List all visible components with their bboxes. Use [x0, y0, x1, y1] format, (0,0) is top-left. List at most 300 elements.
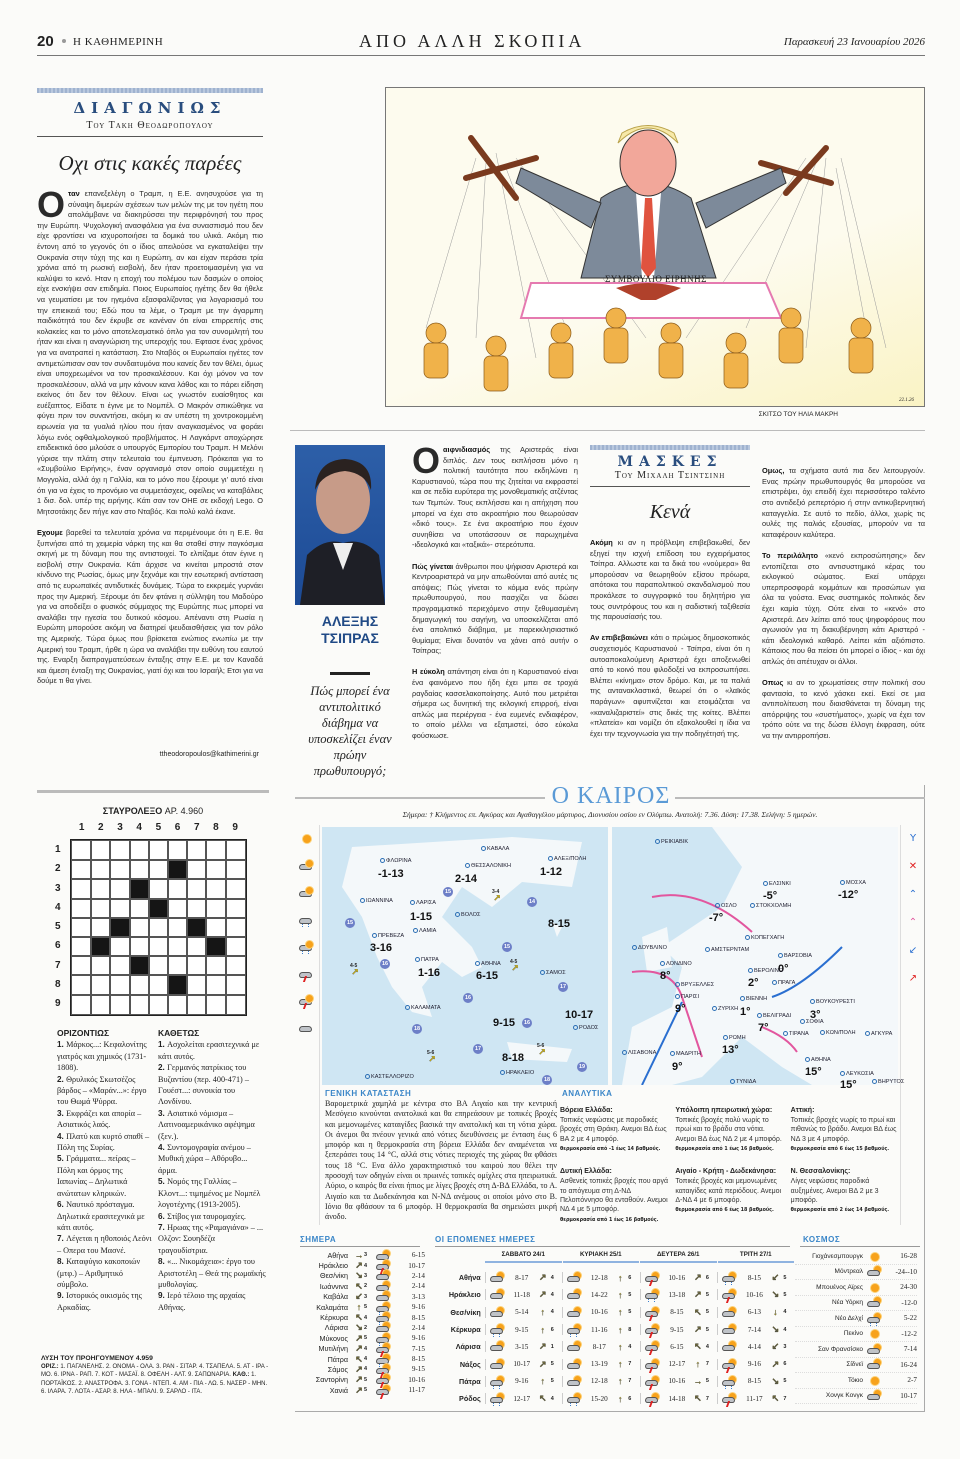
- world-row: [795, 1389, 917, 1405]
- rain-icon: [493, 1386, 500, 1389]
- city-temperature: -7°: [709, 912, 724, 924]
- sea-temperature: 17: [474, 1046, 482, 1052]
- sea-temperature: 15: [346, 920, 354, 926]
- column-title: ΔΙΑΓΩΝΙΩΣ: [73, 99, 227, 117]
- day-cell: [717, 1307, 794, 1318]
- cartoon-signature: 22.1.26: [899, 398, 914, 403]
- temperature: 2-14: [411, 1282, 425, 1291]
- wind-arrow-icon: ↗: [355, 1364, 363, 1374]
- crossword: [37, 800, 269, 1410]
- weather-icon-sunny: [867, 1251, 883, 1262]
- day-cell: [562, 1359, 639, 1370]
- next-days-row: [435, 1269, 795, 1286]
- city-label: ΒΙΕΝΝΗ: [740, 996, 767, 1002]
- grid-cell[interactable]: [149, 879, 168, 898]
- grid-cell[interactable]: [91, 995, 110, 1014]
- city-name: Αθήνα: [458, 1273, 481, 1283]
- world-row: [795, 1327, 917, 1343]
- grid-cell[interactable]: [72, 975, 91, 994]
- solution-label: ΚΑΘ.:: [232, 1372, 250, 1379]
- legend-strip-left: [295, 825, 320, 1225]
- weather-icon-storm: [722, 1359, 738, 1370]
- grid-cell[interactable]: [226, 995, 245, 1014]
- city-label: ΡΟΔΟΣ: [573, 1025, 598, 1031]
- sea-temperature: 16: [523, 1020, 531, 1026]
- grid-cell[interactable]: [226, 918, 245, 937]
- temperature: 2-7: [907, 1376, 917, 1385]
- column-numbers: [72, 822, 245, 833]
- city-label: ΣΤΟΚΧΟΛΜΗ: [750, 903, 791, 909]
- grid-cell[interactable]: [72, 918, 91, 937]
- temperature: 5-22: [903, 1314, 917, 1323]
- grid-cell[interactable]: [187, 937, 206, 956]
- clue-text: Λέγεται η ηθοποιός Λεόνι – Οπερα του Μασνέ.: [57, 1234, 152, 1255]
- lead-word: Το περιλάλητο: [762, 550, 818, 560]
- paragraph: επανεξελέγη ο Τραμπ, η Ε.Ε. ανησυχούσε για τη σύναψη διμερών σχέσεων των μελών της με τον ηγέτη που απολάμβανε να διακηρύσσει την περιφρόνησή του προς την Ευρώπη. Ψυχολογική ανασφάλεια για ένα συνασπισμό που δεν είχε φροντίσει να ισχυροποιήσει τα δομικά του υλικά. Ακόμη πιο έντονη από το γεγονός ότι ο ίδιος απειλούσε να εγκαταλείψει την Ουκρανία στην τύχη της και η Ευρώπη, αν και είχαν περάσει τρία χρόνια από τη ρωσική εισβολή, δεν ήταν προετοιμασμένη για να καλύψει το κενό. Ηταν η εποχή του πολέμου των δασμών ο οποίος είχε ενσκήψει σαν επιδημία. Ποιος Ευρωπαίος ηγέτης δεν θα ήθελε να γευματίσει με τον ηγεμόνα εξασφαλίζοντας για λογαριασμό του την επιεικειά του; Εδώ που τα λέμε, ο Τραμπ με την άγαρμπη παιδικότητά του δεν έκρυβε σε κανέναν ότι είναι επιρρεπής στις κολακείες και το μόνο αποτελεσματικό όπλο για τον συνομιλητή του ήταν και είναι η αναγνώριση της υπεροχής του. Εφτασε ένας χρόνος για να ανατραπεί η κατάσταση. Στο Νταβός οι Ευρωπαίοι ηγέτες τον αντιμετώπισαν σαν τον συνδαιτυμόνα που κανείς δεν τον θέλει, όμως είναι υποχρεωμένοι να τον προσκαλέσουν. Και όχι μόνον να τον προσκαλέσουν, αλλά να μην κάνουν κανα λάθος και το πάρει είδηση εκείνος ότι δεν τον θέλουν. Είναι ως γνωστόν ευαίσθητος και ευέξαπτος. Είδατε τι έγινε με το Νομπέλ. Ο Μακρόν σπικώθηκε να φύγει πριν τον συναντήσει, ακόμη κι αν υπέστη τη χοντροκομμένη ειρωνεία για τα γυαλιά ηλίου που ήταν αναγκασμένος να φοράει λόγω ενός οφθαλμολογικού προβλήματος. Η Λαγκάρντ αποχώρησε επιδεικτικά όσο μιλούσε ο υπουργός Εμπορίου του Τραμπ. Η Μελόνι γύρισε την πλάτη στην τελευταία του έμπνευση. Πρόκειται για το «Συμβούλιο Ειρήνης», έναν οργανισμό στον οποίο συμμετέχει η Μογγολία, αλλά όχι η Γαλλία, και το μόνο που ξέρουμε γι' αυτό είναι ότι για να έχεις το προνόμιο να συμμετάσχεις, οφείλεις να καταβάλεις 1 δισ. δολ. υπέρ της ειρήνης. Κάτι σαν τον ΟΗΕ σε εκδοχή Lego. Ο Μητσοτάκης δεν πήγε καν στο Νταβός. Και πολύ καλά έκανε.: [37, 189, 263, 516]
- wind-force: 3: [364, 1272, 368, 1279]
- city-temperature: 7°: [758, 1022, 769, 1034]
- grid-cell[interactable]: [226, 841, 245, 860]
- wind-arrow-icon: ↖: [355, 1280, 363, 1291]
- weather-icon-partly-cloudy: [376, 1270, 392, 1281]
- grid-cell[interactable]: [206, 918, 225, 937]
- grid-cell[interactable]: [130, 860, 149, 879]
- black-cell: [168, 975, 187, 994]
- region-name: Δυτική Ελλάδα:: [560, 1168, 612, 1176]
- region-forecast: [675, 1158, 784, 1223]
- region-temperature: θερμοκρασία από 6 έως 15 βαθμούς.: [790, 1147, 890, 1153]
- grid-cell[interactable]: [226, 899, 245, 918]
- grid-cell[interactable]: [110, 937, 129, 956]
- grid-cell[interactable]: [206, 899, 225, 918]
- row-number: 8: [55, 979, 61, 991]
- wind-force: 4: [364, 1314, 368, 1321]
- clue-number: 2.: [158, 1063, 168, 1073]
- grid-cell[interactable]: [206, 841, 225, 860]
- general-title: ΓΕΝΙΚΗ ΚΑΤΑΣΤΑΣΗ: [325, 1089, 412, 1098]
- region-temperature: θερμοκρασία από -1 έως 14 βαθμούς.: [560, 1147, 661, 1153]
- world-rule: [800, 1246, 920, 1247]
- temperature: 8-15: [411, 1355, 425, 1364]
- clue-item: [158, 1039, 266, 1062]
- wind-force: 6: [783, 1361, 787, 1368]
- day-cell: [485, 1376, 562, 1387]
- regional-forecasts: [560, 1097, 900, 1223]
- lightning-icon: [649, 1349, 653, 1355]
- grid-cell[interactable]: [226, 860, 245, 879]
- grid-cell[interactable]: [130, 918, 149, 937]
- weather-icon-partly-cloudy: [567, 1289, 583, 1300]
- next-days-row: [435, 1390, 795, 1407]
- sea-temperature: 15: [444, 889, 452, 895]
- city-name: Λάρισα: [455, 1342, 481, 1352]
- wind-arrow-icon: ↗: [538, 1358, 547, 1369]
- temperature: 8-15: [747, 1377, 761, 1386]
- temperature: 8-17: [515, 1273, 529, 1282]
- today-row: [300, 1344, 425, 1354]
- weather-icon-partly-cloudy: [722, 1341, 738, 1352]
- next-days-row: [435, 1355, 795, 1372]
- grid-cell[interactable]: [226, 956, 245, 975]
- temperature: 16-28: [900, 1252, 917, 1261]
- cartoon-drawing: [386, 88, 924, 406]
- grid-cell[interactable]: [110, 975, 129, 994]
- temperature: 11-17: [408, 1386, 425, 1395]
- day-header: ΤΡΙΤΗ 27/1: [718, 1251, 795, 1263]
- wind-force: 2: [364, 1324, 368, 1331]
- grid-cell[interactable]: [130, 937, 149, 956]
- city-name: Σάμος: [327, 1364, 348, 1374]
- city-label: ΑΜΣΤΕΡΝΤΑΜ: [705, 947, 749, 953]
- city-name: Ρόδος: [459, 1394, 481, 1404]
- today-row: [300, 1323, 425, 1333]
- column-number: 5: [155, 822, 162, 833]
- world-row: [795, 1342, 917, 1358]
- grid-cell[interactable]: [187, 995, 206, 1014]
- grid-cell[interactable]: [168, 956, 187, 975]
- wind-force: 1: [550, 1343, 554, 1350]
- wind-arrow-icon: ↖: [694, 1341, 702, 1352]
- wind-arrow-icon: ↑: [540, 1376, 545, 1387]
- grid-cell[interactable]: [149, 975, 168, 994]
- region-text: Ασθενείς τοπικές βροχές που αργά το απόγευμα στη Δ-ΝΔ Πελοπόννησο θα ενταθούν. Ανεμοι ΝΔ 4 με 5 μποφόρ.: [560, 1178, 669, 1214]
- city-name: Θεσ/νίκη: [319, 1271, 348, 1281]
- grid-cell[interactable]: [130, 995, 149, 1014]
- wind-force: 4: [628, 1343, 632, 1350]
- row-number: 5: [55, 921, 61, 933]
- temperature: 15-20: [590, 1394, 608, 1403]
- page-header: [37, 33, 925, 53]
- grid-cell[interactable]: [149, 956, 168, 975]
- weather-icon-partly-cloudy: [490, 1307, 506, 1318]
- lead-word: αιφνιδιασμός: [443, 445, 491, 454]
- city-label: ΑΘΗΝΑ: [475, 961, 501, 967]
- region-name: Αττική:: [790, 1107, 815, 1114]
- temperature: 10-16: [668, 1377, 686, 1386]
- today-row: [300, 1250, 425, 1260]
- day-cell: [562, 1376, 639, 1387]
- weather-icon-storm: [645, 1341, 661, 1352]
- diagonios-column: [37, 88, 263, 768]
- cloud-icon: [376, 1274, 389, 1280]
- weather-icon-partly-cloudy: [376, 1250, 392, 1261]
- grid-cell[interactable]: [187, 899, 206, 918]
- clue-text: Συντομογραφία ανέμου – Μυθική χώρα – Αθόρυβο... άρμα.: [158, 1143, 251, 1175]
- temperature: 7-15: [411, 1344, 425, 1353]
- grid-cell[interactable]: [72, 879, 91, 898]
- temperature: -12-2: [901, 1329, 917, 1338]
- grid-cell[interactable]: [168, 995, 187, 1014]
- grid-cell[interactable]: [72, 860, 91, 879]
- city-label: ΕΛΣΙΝΚΙ: [763, 881, 791, 887]
- temperature: 10-17: [513, 1360, 531, 1369]
- weather-icon-partly-cloudy: [867, 1390, 883, 1401]
- city-label: ΖΥΡΙΧΗ: [712, 1006, 738, 1012]
- day-cell: [485, 1324, 562, 1335]
- world-table: [795, 1249, 917, 1404]
- solution: [41, 1355, 269, 1396]
- grid-cell[interactable]: [110, 860, 129, 879]
- wind-arrow-icon: ↗: [493, 894, 501, 904]
- next-days-row: [435, 1286, 795, 1303]
- cloud-icon: [867, 1301, 880, 1307]
- clue-text: Ηρωας της «Ραμαγιάνα» – ... Ολζον: Σουηδέζα τραγουδίστρια.: [158, 1222, 264, 1255]
- grid-cell[interactable]: [226, 879, 245, 898]
- column-number: 7: [193, 822, 200, 833]
- grid-cell[interactable]: [72, 995, 91, 1014]
- wind-arrow-icon: ↗: [771, 1358, 780, 1369]
- grid-cell[interactable]: [168, 841, 187, 860]
- grid-cell[interactable]: [110, 956, 129, 975]
- grid-cell[interactable]: [168, 879, 187, 898]
- column-title: ΜΑΣΚΕΣ: [617, 454, 723, 470]
- grid-cell[interactable]: [72, 899, 91, 918]
- wind-force: 2: [364, 1283, 368, 1290]
- city-name: Κέρκυρα: [450, 1325, 481, 1335]
- weather-icon-partly-cloudy: [567, 1272, 583, 1283]
- city-label: ΛΑΜΙΑ: [413, 928, 436, 934]
- grid-cell[interactable]: [110, 899, 129, 918]
- grid-cell[interactable]: [187, 975, 206, 994]
- solution-across: 1. ΠΑΓΑΝΕΛΗΣ. 2. ΟΝΟΜΑ - ΟΛΑ. 3. ΡΑΝ - ΣΙΤΑΡ. 4. ΤΣΑΠΕΛΑ. 5. ΑΤ - ΙΡΑ - ΜΟ. 6. ΙΡΝΑ - ΡΑΠ. 7. ΚΟΤ - ΜΑΣΑΪ. 8. ΟΦΕΛΗ - ΑΛΤ. 9. ΣΑΠΩΝΑΡΙΑ.: [41, 1364, 269, 1379]
- region-forecast: [675, 1097, 784, 1152]
- grid-cell[interactable]: [91, 975, 110, 994]
- temperature: 5-14: [515, 1308, 529, 1317]
- grid-cell[interactable]: [130, 899, 149, 918]
- paper-name: Η ΚΑΘΗΜΕΡΙΝΗ: [73, 36, 164, 48]
- grid-cell[interactable]: [91, 860, 110, 879]
- region-name: Αιγαίο - Κρήτη - Δωδεκάνησα:: [675, 1168, 777, 1176]
- temperature: 2-14: [411, 1271, 425, 1280]
- grid-cell[interactable]: [187, 956, 206, 975]
- column-number: 8: [213, 822, 219, 833]
- wind-label: 4-5: [510, 959, 518, 965]
- city-temperature: 9°: [672, 1061, 683, 1073]
- today-row: [300, 1302, 425, 1312]
- wind-force: 5: [550, 1378, 554, 1385]
- weather-icon-partly-cloudy: [722, 1307, 738, 1318]
- continued-note: [762, 445, 925, 456]
- clue-item: [57, 1233, 152, 1256]
- grid-cell[interactable]: [72, 841, 91, 860]
- city-label: ΙΩΑΝΝΙΝΑ: [360, 898, 393, 904]
- weather-icon-partly-cloudy: [376, 1281, 392, 1292]
- grid-cell[interactable]: [91, 956, 110, 975]
- cloud-icon: [376, 1254, 389, 1260]
- grid-cell[interactable]: [206, 956, 225, 975]
- issue-date: Παρασκευή 23 Ιανουαρίου 2026: [783, 36, 925, 48]
- clue-text: Θρυλικός Σκωτσέζος βάρδος – «Μαράν...»: έργο του Θωμά Ψύρρα.: [57, 1074, 147, 1107]
- column-number: 1: [78, 822, 85, 833]
- city-name: Θεσ/νίκη: [450, 1307, 481, 1317]
- city-name: Νέο Δελχί: [835, 1314, 863, 1322]
- grid-cell[interactable]: [149, 841, 168, 860]
- weather-icon-partly-cloudy: [867, 1266, 883, 1277]
- grid-cell[interactable]: [91, 841, 110, 860]
- weather-icon-partly-cloudy: [867, 1359, 883, 1370]
- next-rule: [435, 1246, 790, 1247]
- crossword-title: [37, 806, 269, 816]
- city-name: Σαντορίνη: [315, 1375, 348, 1385]
- grid-cell[interactable]: [72, 937, 91, 956]
- today-row: [300, 1271, 425, 1281]
- clue-number: 1.: [158, 1040, 168, 1050]
- cloud-icon: [490, 1276, 503, 1282]
- sea-temperature: 18: [413, 1026, 421, 1032]
- weather-icon-partly-cloudy: [490, 1272, 506, 1283]
- city-label: ΛΑΡΙΣΑ: [410, 900, 436, 906]
- cloud-icon: [567, 1311, 580, 1317]
- grid-cell[interactable]: [206, 879, 225, 898]
- byline: Του Τακη Θεοδωροπουλου: [37, 120, 263, 137]
- city-label: ΘΕΣΣΑΛΟΝΙΚΗ: [465, 863, 511, 869]
- temperature: 9-16: [411, 1334, 425, 1343]
- grid-cell[interactable]: [206, 860, 225, 879]
- clue-item: [57, 1074, 152, 1108]
- wind-force: 4: [705, 1343, 709, 1350]
- wind-arrow-icon: ↓: [773, 1307, 778, 1318]
- today-row: [300, 1312, 425, 1322]
- weather-icon-rain: [867, 1313, 883, 1324]
- rain-icon: [570, 1334, 577, 1337]
- crossword-number: ΑΡ. 4.960: [164, 806, 204, 816]
- wind-arrow-icon: ↗: [355, 1332, 363, 1343]
- grid-cell[interactable]: [110, 879, 129, 898]
- grid-cell[interactable]: [91, 899, 110, 918]
- day-cell: [485, 1307, 562, 1318]
- temperature: 14-18: [668, 1394, 686, 1403]
- cloud-icon: [867, 1363, 880, 1369]
- grid-cell[interactable]: [168, 918, 187, 937]
- grid-cell[interactable]: [149, 918, 168, 937]
- city-name: Χανιά: [329, 1385, 348, 1395]
- drop-cap: Ο: [412, 445, 441, 481]
- city-temperature: -5°: [763, 890, 778, 902]
- grid-cell[interactable]: [187, 860, 206, 879]
- region-name: Υπόλοιπη ηπειρωτική χώρα:: [675, 1107, 773, 1114]
- city-label: ΒΑΡΣΟΒΙΑ: [778, 953, 812, 959]
- weather-icon-sunny: [867, 1328, 883, 1339]
- city-label: ΒΕΛΙΓΡΑΔΙ: [757, 1013, 791, 1019]
- grid-cell[interactable]: [226, 975, 245, 994]
- weather-icon-partly-cloudy: [567, 1376, 583, 1387]
- city-label: ΜΟΣΧΑ: [840, 880, 866, 886]
- grid-cell[interactable]: [149, 860, 168, 879]
- lead-word: ταν: [68, 189, 80, 198]
- page-number: 20: [37, 33, 54, 50]
- clues-col2: [158, 1028, 266, 1313]
- lead-word: Πώς γίνεται: [412, 561, 454, 571]
- author-email[interactable]: ttheodoropoulos@kathimerini.gr: [159, 751, 259, 758]
- temperature: 6-15: [670, 1342, 684, 1351]
- city-temperature: 0°: [778, 963, 789, 975]
- area-temperature: 9-15: [493, 1017, 516, 1029]
- lead-word: Εχουμε: [37, 528, 63, 537]
- world-row: [795, 1280, 917, 1296]
- quote-rule: [330, 672, 370, 675]
- article-body: [590, 538, 750, 768]
- grid-cell[interactable]: [110, 841, 129, 860]
- today-row: [300, 1292, 425, 1302]
- lightning-icon: [649, 1280, 653, 1286]
- clue-text: Γερμανός πατρίκιος του Βυζαντίου (περ. 400-471) – Γουέστ...: συνοικία του Λονδίνου.: [158, 1063, 249, 1107]
- row-number: 7: [55, 959, 61, 971]
- maskes-column: [590, 445, 750, 765]
- clue-item: [158, 1108, 266, 1142]
- temperature: 11-17: [746, 1394, 763, 1403]
- next-days-table: [435, 1251, 795, 1407]
- grid-cell[interactable]: [72, 956, 91, 975]
- grid-cell[interactable]: [187, 841, 206, 860]
- sun-icon: [871, 1284, 879, 1292]
- grid-cell[interactable]: [206, 975, 225, 994]
- grid-cell[interactable]: [187, 879, 206, 898]
- clue-item: [57, 1256, 152, 1290]
- city-label: ΠΑΡΙΣΙ: [675, 994, 699, 1000]
- weather-icon-rain: [645, 1289, 661, 1300]
- city-label: ΠΡΕΒΕΖΑ: [372, 933, 404, 939]
- wind-arrow-icon: ↗: [538, 1272, 547, 1283]
- weather-icon-storm: [645, 1376, 661, 1387]
- city-label: ΒΟΛΟΣ: [455, 912, 480, 918]
- weather-icon-storm: [722, 1393, 738, 1404]
- wind-force: 5: [550, 1361, 554, 1368]
- city-temperature: 15°: [840, 1079, 857, 1091]
- weather-icon-partly-cloudy: [867, 1344, 883, 1355]
- byline: Του Μιχαλη Τσιντσινη: [590, 470, 750, 487]
- temperature: -24--10: [895, 1267, 917, 1276]
- column-number: 2: [98, 822, 104, 833]
- grid-cell[interactable]: [91, 879, 110, 898]
- grid-cell[interactable]: [91, 918, 110, 937]
- sea-temperature: 15: [503, 944, 511, 950]
- cloud-icon: [567, 1380, 580, 1386]
- black-cell: [91, 937, 110, 956]
- city-name: Αθήνα: [327, 1250, 348, 1260]
- wind-force: 6: [705, 1274, 709, 1281]
- article-body: [37, 189, 263, 749]
- grid-cell[interactable]: [130, 841, 149, 860]
- weather-icon-partly-cloudy: [376, 1291, 392, 1302]
- wind-arrow-icon: ↘: [355, 1322, 363, 1333]
- day-cell: [640, 1341, 717, 1352]
- area-temperature: 8-15: [548, 918, 571, 930]
- row-number: 6: [55, 940, 61, 952]
- wind-arrow-icon: ↘: [771, 1375, 780, 1386]
- region-forecast: [791, 1158, 900, 1223]
- next-days-row: [435, 1373, 795, 1390]
- grid-cell[interactable]: [149, 995, 168, 1014]
- rain-icon: [493, 1403, 500, 1406]
- wind-force: 4: [783, 1309, 787, 1316]
- grid-cell[interactable]: [130, 975, 149, 994]
- day-cell: [562, 1289, 639, 1300]
- grid-cell[interactable]: [168, 937, 187, 956]
- grid-cell[interactable]: [110, 995, 129, 1014]
- world-row: [795, 1311, 917, 1327]
- day-cell: [717, 1393, 794, 1404]
- grid-cell[interactable]: [226, 937, 245, 956]
- grid-cell[interactable]: [149, 937, 168, 956]
- wind-force: 5: [364, 1304, 368, 1311]
- weather-icon-partly-cloudy: [867, 1297, 883, 1308]
- grid-cell[interactable]: [168, 899, 187, 918]
- cloud-icon: [567, 1363, 580, 1369]
- title-rule-right: [675, 797, 925, 799]
- clue-item: [158, 1062, 266, 1108]
- today-title: ΣΗΜΕΡΑ: [300, 1235, 337, 1244]
- grid-cell[interactable]: [206, 995, 225, 1014]
